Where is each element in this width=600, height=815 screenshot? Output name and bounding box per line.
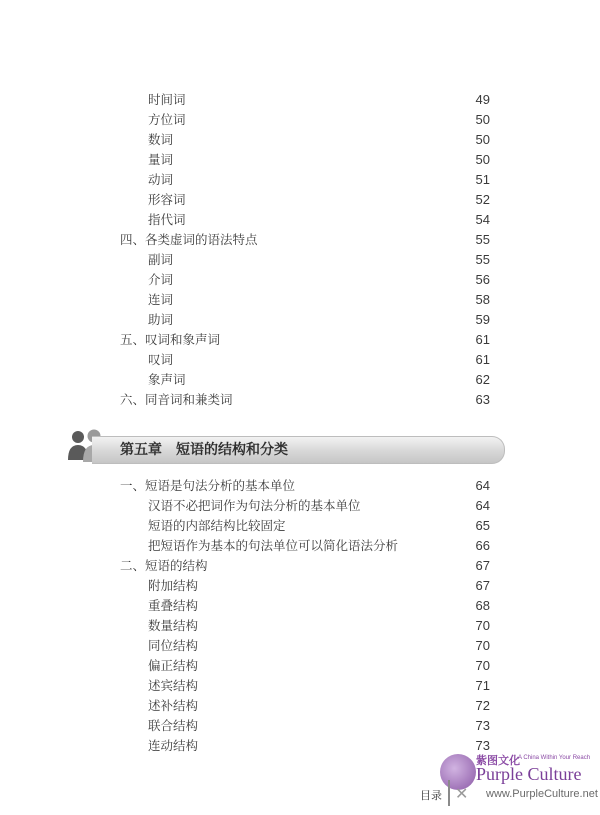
toc-entry-page: 61 (475, 332, 490, 347)
chapter-heading[interactable] (120, 440, 288, 460)
toc-entry-title: 述补结构 (148, 698, 199, 713)
toc-entry-page: 51 (475, 172, 490, 187)
footer-ornament-icon: ✕ (455, 784, 469, 803)
toc-entry-page: 66 (475, 538, 490, 553)
footer-divider (448, 780, 450, 806)
toc-entry[interactable] (0, 576, 600, 596)
toc-entry-page: 70 (475, 658, 490, 673)
toc-entry-page: 49 (475, 92, 490, 107)
toc-entry[interactable] (0, 716, 600, 736)
toc-entry-page: 54 (475, 212, 490, 227)
toc-entry-title: 偏正结构 (148, 658, 199, 673)
chapter-title: 短语的结构和分类 (176, 442, 288, 458)
toc-entry-page: 62 (475, 372, 490, 387)
toc-entry-page: 73 (475, 718, 490, 733)
toc-entry-page: 70 (475, 618, 490, 633)
toc-entry-page: 68 (475, 598, 490, 613)
toc-entry-title: 汉语不必把词作为句法分析的基本单位 (148, 498, 361, 513)
toc-entry-title: 同位结构 (148, 638, 199, 653)
toc-entry-title: 数量结构 (148, 618, 199, 633)
watermark-url: www.PurpleCulture.net (486, 788, 598, 800)
toc-entry[interactable] (0, 496, 600, 516)
toc-entry-title: 方位词 (148, 112, 186, 127)
toc-entry-title: 六、同音词和兼类词 (120, 392, 233, 407)
toc-entry[interactable] (0, 596, 600, 616)
toc-entry-page: 73 (475, 738, 490, 753)
toc-entry[interactable] (0, 390, 600, 410)
toc-entry[interactable] (0, 110, 600, 130)
toc-entry-page: 50 (475, 152, 490, 167)
toc-entry-page: 67 (475, 578, 490, 593)
toc-entry-title: 动词 (148, 172, 174, 187)
toc-entry[interactable] (0, 150, 600, 170)
toc-entry-page: 55 (475, 232, 490, 247)
toc-entry-page: 63 (475, 392, 490, 407)
toc-entry-title: 叹词 (148, 352, 174, 367)
chapter-number: 第五章 (120, 442, 162, 458)
toc-entry[interactable] (0, 330, 600, 350)
toc-entry-page: 50 (475, 132, 490, 147)
toc-entry-page: 67 (475, 558, 490, 573)
toc-entry-title: 连词 (148, 292, 174, 307)
toc-entry-page: 65 (475, 518, 490, 533)
toc-entry[interactable] (0, 230, 600, 250)
toc-entry-page: 61 (475, 352, 490, 367)
toc-entry-title: 连动结构 (148, 738, 199, 753)
toc-entry[interactable] (0, 250, 600, 270)
toc-entry-page: 55 (475, 252, 490, 267)
toc-entry-title: 联合结构 (148, 718, 199, 733)
toc-entry[interactable] (0, 536, 600, 556)
watermark-brand: Purple Culture (476, 764, 582, 784)
toc-entry-title: 五、叹词和象声词 (120, 332, 221, 347)
toc-entry-title: 指代词 (148, 212, 186, 227)
toc-entry[interactable] (0, 676, 600, 696)
toc-entry-title: 短语的内部结构比较固定 (148, 518, 286, 533)
footer-section-label: 目录 (420, 789, 442, 802)
toc-entry-title: 量词 (148, 152, 174, 167)
toc-entry-page: 64 (475, 478, 490, 493)
toc-entry-page: 52 (475, 192, 490, 207)
toc-entry-title: 数词 (148, 132, 174, 147)
toc-entry[interactable] (0, 270, 600, 290)
toc-entry-page: 59 (475, 312, 490, 327)
toc-entry[interactable] (0, 290, 600, 310)
toc-entry-title: 二、短语的结构 (120, 558, 208, 573)
toc-entry-title: 一、短语是句法分析的基本单位 (120, 478, 296, 493)
watermark-chinese-name: 紫图文化 (476, 754, 520, 767)
toc-entry-title: 时间词 (148, 92, 186, 107)
toc-entry-page: 71 (475, 678, 490, 693)
toc-entry[interactable] (0, 696, 600, 716)
toc-entry-page: 64 (475, 498, 490, 513)
toc-entry[interactable] (0, 476, 600, 496)
toc-entry[interactable] (0, 556, 600, 576)
toc-entry[interactable] (0, 310, 600, 330)
toc-entry-page: 70 (475, 638, 490, 653)
toc-entry-title: 四、各类虚词的语法特点 (120, 232, 258, 247)
toc-entry[interactable] (0, 656, 600, 676)
toc-entry-page: 50 (475, 112, 490, 127)
toc-entry[interactable] (0, 516, 600, 536)
toc-entry[interactable] (0, 350, 600, 370)
toc-entry[interactable] (0, 190, 600, 210)
toc-entry[interactable] (0, 90, 600, 110)
toc-entry[interactable] (0, 170, 600, 190)
toc-entry[interactable] (0, 370, 600, 390)
toc-entry-title: 介词 (148, 272, 174, 287)
toc-entry-title: 形容词 (148, 192, 186, 207)
toc-entry[interactable] (0, 616, 600, 636)
toc-entry-title: 重叠结构 (148, 598, 199, 613)
toc-entry[interactable] (0, 636, 600, 656)
toc-entry-page: 72 (475, 698, 490, 713)
toc-entry-title: 述宾结构 (148, 678, 199, 693)
toc-entry-page: 56 (475, 272, 490, 287)
toc-entry-title: 副词 (148, 252, 174, 267)
toc-entry-title: 象声词 (148, 372, 186, 387)
watermark-tagline: A China Within Your Reach (518, 755, 591, 761)
toc-entry[interactable] (0, 130, 600, 150)
toc-entry-title: 把短语作为基本的句法单位可以简化语法分析 (148, 538, 399, 553)
toc-entry-page: 58 (475, 292, 490, 307)
toc-entry[interactable] (0, 210, 600, 230)
toc-entry-title: 附加结构 (148, 578, 199, 593)
toc-entry-title: 助词 (148, 312, 174, 327)
